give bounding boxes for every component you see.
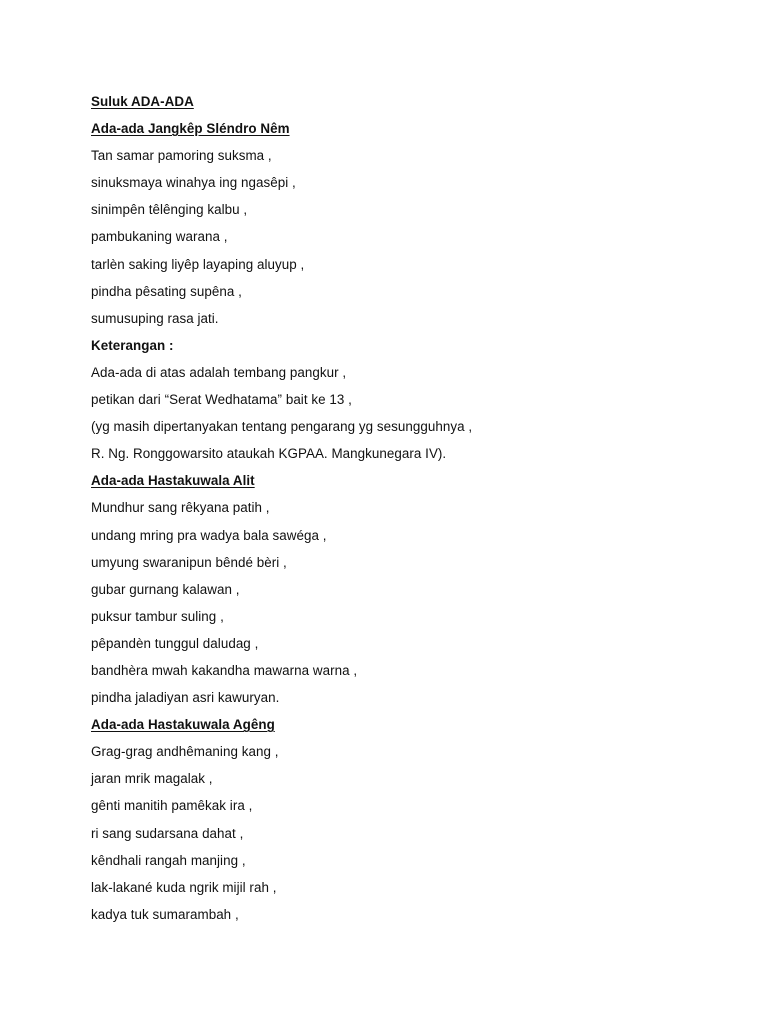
verse-line: tarlèn saking liyêp layaping aluyup , bbox=[91, 256, 305, 272]
verse-line: sinimpên têlênging kalbu , bbox=[91, 202, 248, 218]
verse-line: kêndhali rangah manjing , bbox=[91, 852, 246, 868]
verse-line: undang mring pra wadya bala sawéga , bbox=[91, 527, 327, 543]
verse-line: bandhèra mwah kakandha mawarna warna , bbox=[91, 662, 358, 678]
verse-line: ri sang sudarsana dahat , bbox=[91, 825, 244, 841]
document-body bbox=[91, 88, 711, 928]
verse-line: Grag-grag andhêmaning kang , bbox=[91, 744, 279, 760]
verse-line: (yg masih dipertanyakan tentang pengarang yg sesungguhnya , bbox=[91, 419, 473, 435]
verse-line: Ada-ada di atas adalah tembang pangkur , bbox=[91, 364, 347, 380]
verse-line: gubar gurnang kalawan , bbox=[91, 581, 240, 597]
section-heading: Ada-ada Hastakuwala Agêng bbox=[91, 717, 275, 733]
verse-line: R. Ng. Ronggowarsito ataukah KGPAA. Mangkunegara IV). bbox=[91, 446, 447, 462]
section-heading: Ada-ada Hastakuwala Alit bbox=[91, 473, 255, 489]
verse-line: pindha pêsating supêna , bbox=[91, 283, 242, 299]
verse-line: kadya tuk sumarambah , bbox=[91, 906, 239, 922]
verse-line: pambukaning warana , bbox=[91, 229, 228, 245]
note-label: Keterangan : bbox=[91, 337, 174, 353]
verse-line: petikan dari “Serat Wedhatama” bait ke 13 , bbox=[91, 392, 352, 408]
section-heading: Suluk ADA-ADA bbox=[91, 94, 194, 109]
verse-line: sumusuping rasa jati. bbox=[91, 310, 219, 326]
verse-line: Tan samar pamoring suksma , bbox=[91, 148, 272, 164]
verse-line: pindha jaladiyan asri kawuryan. bbox=[91, 690, 280, 706]
section-heading: Ada-ada Jangkêp Sléndro Nêm bbox=[91, 121, 290, 137]
verse-line: puksur tambur suling , bbox=[91, 608, 224, 624]
verse-line: umyung swaranipun bêndé bèri , bbox=[91, 554, 287, 570]
verse-line: Mundhur sang rêkyana patih , bbox=[91, 500, 270, 516]
verse-line: pêpandèn tunggul daludag , bbox=[91, 635, 259, 651]
verse-line: jaran mrik magalak , bbox=[91, 771, 213, 787]
verse-line: lak-lakané kuda ngrik mijil rah , bbox=[91, 879, 277, 895]
verse-line: gênti manitih pamêkak ira , bbox=[91, 798, 253, 814]
verse-line: sinuksmaya winahya ing ngasêpi , bbox=[91, 175, 296, 191]
